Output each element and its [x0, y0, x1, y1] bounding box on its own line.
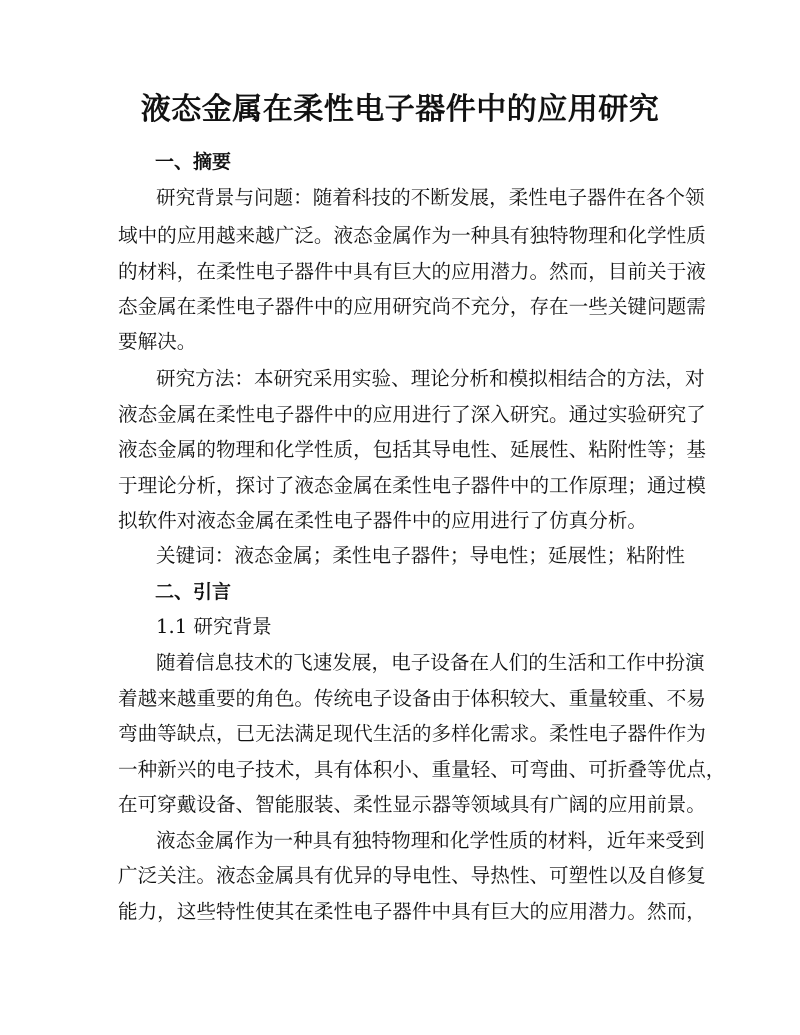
paragraph-line: 研究方法：本研究采用实验、理论分析和模拟相结合的方法，对	[156, 367, 705, 390]
paragraph-line: 随着信息技术的飞速发展，电子设备在人们的生活和工作中扮演	[156, 651, 705, 674]
document-title: 液态金属在柔性电子器件中的应用研究	[140, 92, 660, 127]
paragraph-line: 的材料，在柔性电子器件中具有巨大的应用潜力。然而，目前关于液	[118, 260, 706, 283]
paragraph-line: 广泛关注。液态金属具有优异的导电性、导热性、可塑性以及自修复	[118, 864, 706, 887]
paragraph-line: 拟软件对液态金属在柔性电子器件中的应用进行了仿真分析。	[118, 509, 648, 532]
paragraph-line: 于理论分析，探讨了液态金属在柔性电子器件中的工作原理；通过模	[118, 474, 706, 497]
paragraph-line: 能力，这些特性使其在柔性电子器件中具有巨大的应用潜力。然而，	[118, 900, 706, 923]
paragraph-line: 要解决。	[118, 330, 197, 353]
paragraph-line: 在可穿戴设备、智能服装、柔性显示器等领域具有广阔的应用前景。	[118, 793, 706, 816]
paragraph-line: 着越来越重要的角色。传统电子设备由于体积较大、重量较重、不易	[118, 687, 706, 710]
subsection-heading: 1.1 研究背景	[156, 615, 272, 638]
paragraph-line: 液态金属作为一种具有独特物理和化学性质的材料，近年来受到	[156, 829, 705, 852]
paragraph-line: 液态金属的物理和化学性质，包括其导电性、延展性、粘附性等；基	[118, 438, 706, 461]
paragraph-line: 液态金属在柔性电子器件中的应用进行了深入研究。通过实验研究了	[118, 403, 706, 426]
paragraph-line: 一种新兴的电子技术，具有体积小、重量轻、可弯曲、可折叠等优点，	[118, 758, 726, 781]
keywords-line: 关键词：液态金属；柔性电子器件；导电性；延展性；粘附性	[156, 544, 686, 567]
section-heading-introduction: 二、引言	[155, 581, 232, 603]
paragraph-line: 研究背景与问题：随着科技的不断发展，柔性电子器件在各个领	[156, 186, 705, 209]
paragraph-line: 态金属在柔性电子器件中的应用研究尚不充分，存在一些关键问题需	[118, 295, 706, 318]
paragraph-line: 弯曲等缺点，已无法满足现代生活的多样化需求。柔性电子器件作为	[118, 722, 706, 745]
paragraph-line: 域中的应用越来越广泛。液态金属作为一种具有独特物理和化学性质	[118, 224, 706, 247]
section-heading-abstract: 一、摘要	[155, 151, 232, 173]
